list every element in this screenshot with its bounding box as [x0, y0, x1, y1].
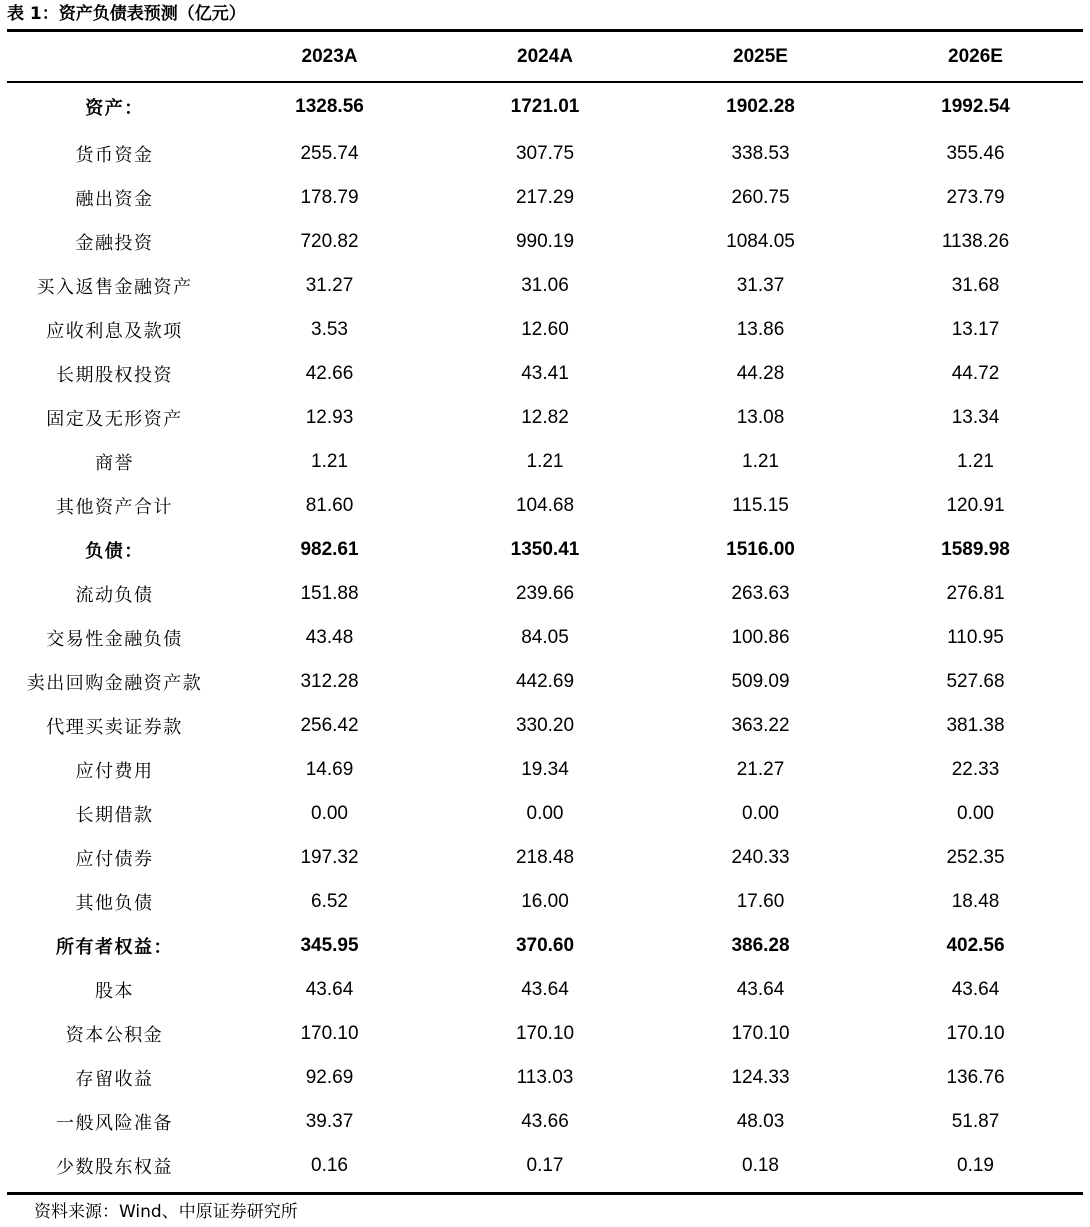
value-cell: 197.32: [300, 847, 359, 868]
value-cell: 13.08: [736, 407, 785, 428]
value-cell: 31.37: [736, 275, 785, 296]
value-cell: 151.88: [300, 583, 359, 604]
value-cell: 217.29: [515, 187, 575, 208]
table-row: [7, 1012, 1083, 1056]
value-cell: 1084.05: [726, 231, 795, 252]
row-label: 流动负债: [75, 585, 154, 606]
value-cell: 0.00: [311, 803, 348, 824]
value-cell: 982.61: [300, 539, 359, 560]
value-cell: 0.00: [957, 803, 994, 824]
table-row: [7, 528, 1083, 572]
value-cell: 43.41: [521, 363, 569, 384]
value-cell: 307.75: [515, 143, 575, 164]
value-cell: 44.72: [951, 363, 1000, 384]
table-row: [7, 440, 1083, 484]
table-row: [7, 176, 1083, 220]
header-cell: 2025E: [733, 46, 788, 67]
value-cell: 170.10: [300, 1023, 359, 1044]
value-cell: 13.34: [951, 407, 1000, 428]
table-body: [7, 82, 1083, 1188]
table-row: [7, 704, 1083, 748]
value-cell: 442.69: [515, 671, 575, 692]
value-cell: 31.06: [521, 275, 569, 296]
value-cell: 345.95: [300, 935, 359, 956]
value-cell: 113.03: [516, 1067, 574, 1088]
row-label: 其他资产合计: [56, 497, 173, 518]
value-cell: 0.00: [526, 803, 564, 824]
table-row: [7, 220, 1083, 264]
value-cell: 170.10: [731, 1023, 790, 1044]
table-row: [7, 836, 1083, 880]
row-label: 代理买卖证券款: [46, 717, 183, 738]
table-row: [7, 396, 1083, 440]
value-cell: 330.20: [515, 715, 575, 736]
table-row: [7, 484, 1083, 528]
row-label: 负债：: [85, 541, 144, 562]
table-row: [7, 1056, 1083, 1100]
row-label: 资本公积金: [65, 1025, 164, 1046]
row-label: 应付费用: [75, 761, 154, 782]
value-cell: 239.66: [515, 583, 575, 604]
value-cell: 110.95: [947, 627, 1004, 648]
value-cell: 43.66: [521, 1111, 569, 1132]
value-cell: 0.19: [957, 1155, 994, 1176]
value-cell: 240.33: [731, 847, 790, 868]
value-cell: 1992.54: [941, 96, 1010, 117]
value-cell: 124.33: [731, 1067, 790, 1088]
header-row: [7, 32, 1083, 82]
value-cell: 43.48: [305, 627, 354, 648]
value-cell: 1.21: [957, 451, 994, 472]
table-row: [7, 132, 1083, 176]
value-cell: 260.75: [731, 187, 790, 208]
value-cell: 3.53: [311, 319, 348, 340]
row-label: 买入返售金融资产: [36, 277, 193, 298]
table-row: [7, 660, 1083, 704]
row-label: 应收利息及款项: [46, 321, 183, 342]
value-cell: 355.46: [946, 143, 1005, 164]
value-cell: 84.05: [521, 627, 569, 648]
table-row: [7, 792, 1083, 836]
value-cell: 12.82: [521, 407, 569, 428]
table-row: [7, 968, 1083, 1012]
value-cell: 43.64: [736, 979, 785, 1000]
table-row: [7, 1144, 1083, 1188]
value-cell: 402.56: [946, 935, 1005, 956]
value-cell: 43.64: [305, 979, 354, 1000]
table-row: [7, 1100, 1083, 1144]
value-cell: 13.86: [736, 319, 785, 340]
row-label: 一般风险准备: [56, 1113, 173, 1134]
row-label: 应付债券: [75, 849, 154, 870]
row-label: 其他负债: [75, 893, 154, 914]
value-cell: 381.38: [946, 715, 1005, 736]
value-cell: 1350.41: [510, 539, 580, 560]
value-cell: 527.68: [946, 671, 1005, 692]
value-cell: 31.68: [951, 275, 1000, 296]
value-cell: 263.63: [731, 583, 790, 604]
value-cell: 256.42: [300, 715, 359, 736]
table-row: [7, 880, 1083, 924]
value-cell: 44.28: [736, 363, 785, 384]
value-cell: 0.00: [742, 803, 779, 824]
value-cell: 252.35: [946, 847, 1005, 868]
table-row: [7, 616, 1083, 660]
value-cell: 255.74: [300, 143, 359, 164]
row-label: 长期股权投资: [56, 365, 173, 386]
value-cell: 218.48: [515, 847, 575, 868]
value-cell: 6.52: [311, 891, 348, 912]
table-row: [7, 264, 1083, 308]
table-row: [7, 748, 1083, 792]
value-cell: 1328.56: [295, 96, 364, 117]
header-cell: 2024A: [517, 46, 573, 67]
source-note: 资料来源：Wind、中原证券研究所: [34, 1202, 298, 1222]
value-cell: 363.22: [731, 715, 790, 736]
value-cell: 104.68: [515, 495, 575, 516]
header-cell: [7, 32, 222, 82]
value-cell: 12.60: [521, 319, 569, 340]
row-label: 融出资金: [75, 189, 154, 210]
value-cell: 18.48: [951, 891, 1000, 912]
table-row: [7, 82, 1083, 132]
value-cell: 1589.98: [941, 539, 1010, 560]
row-label: 所有者权益：: [56, 937, 173, 958]
value-cell: 21.27: [736, 759, 785, 780]
value-cell: 115.15: [732, 495, 789, 516]
value-cell: 43.64: [521, 979, 569, 1000]
value-cell: 0.16: [311, 1155, 348, 1176]
value-cell: 17.60: [736, 891, 785, 912]
bottom-rule: [7, 1192, 1083, 1195]
value-cell: 338.53: [731, 143, 790, 164]
value-cell: 0.18: [742, 1155, 779, 1176]
row-label: 卖出回购金融资产款: [26, 673, 203, 694]
value-cell: 39.37: [305, 1111, 354, 1132]
value-cell: 81.60: [305, 495, 354, 516]
value-cell: 48.03: [736, 1111, 785, 1132]
value-cell: 92.69: [305, 1067, 354, 1088]
value-cell: 386.28: [731, 935, 790, 956]
table-title: 表 1：资产负债表预测（亿元）: [7, 4, 246, 24]
value-cell: 120.91: [946, 495, 1005, 516]
value-cell: 509.09: [731, 671, 790, 692]
value-cell: 136.76: [946, 1067, 1005, 1088]
header-cell: 2023A: [301, 46, 358, 67]
value-cell: 43.64: [951, 979, 1000, 1000]
row-label: 货币资金: [75, 145, 154, 166]
table-row: [7, 308, 1083, 352]
value-cell: 312.28: [300, 671, 359, 692]
value-cell: 14.69: [305, 759, 354, 780]
value-cell: 16.00: [521, 891, 569, 912]
value-cell: 990.19: [515, 231, 575, 252]
row-label: 商誉: [95, 453, 134, 474]
value-cell: 1.21: [526, 451, 564, 472]
value-cell: 170.10: [946, 1023, 1005, 1044]
table-row: [7, 352, 1083, 396]
table-row: [7, 572, 1083, 616]
value-cell: 31.27: [305, 275, 354, 296]
value-cell: 12.93: [305, 407, 354, 428]
header-cell: 2026E: [948, 46, 1003, 67]
value-cell: 22.33: [951, 759, 1000, 780]
row-label: 金融投资: [75, 233, 154, 254]
value-cell: 1.21: [311, 451, 348, 472]
value-cell: 178.79: [300, 187, 359, 208]
value-cell: 13.17: [951, 319, 1000, 340]
row-label: 固定及无形资产: [46, 409, 183, 430]
row-label: 股本: [95, 981, 134, 1002]
value-cell: 1721.01: [510, 96, 580, 117]
value-cell: 1.21: [742, 451, 779, 472]
row-label: 长期借款: [75, 805, 154, 826]
row-label: 少数股东权益: [56, 1157, 173, 1178]
value-cell: 276.81: [946, 583, 1005, 604]
value-cell: 1902.28: [726, 96, 795, 117]
value-cell: 19.34: [521, 759, 569, 780]
table-row: [7, 924, 1083, 968]
row-label: 交易性金融负债: [46, 629, 183, 650]
value-cell: 370.60: [515, 935, 575, 956]
row-label: 资产：: [85, 98, 144, 119]
balance-sheet-table: [7, 32, 1083, 1188]
value-cell: 720.82: [300, 231, 359, 252]
row-label: 存留收益: [75, 1069, 154, 1090]
value-cell: 273.79: [946, 187, 1005, 208]
value-cell: 1516.00: [726, 539, 795, 560]
value-cell: 1138.26: [941, 231, 1010, 252]
value-cell: 42.66: [305, 363, 354, 384]
value-cell: 100.86: [731, 627, 790, 648]
value-cell: 0.17: [526, 1155, 564, 1176]
value-cell: 170.10: [515, 1023, 575, 1044]
value-cell: 51.87: [951, 1111, 1000, 1132]
